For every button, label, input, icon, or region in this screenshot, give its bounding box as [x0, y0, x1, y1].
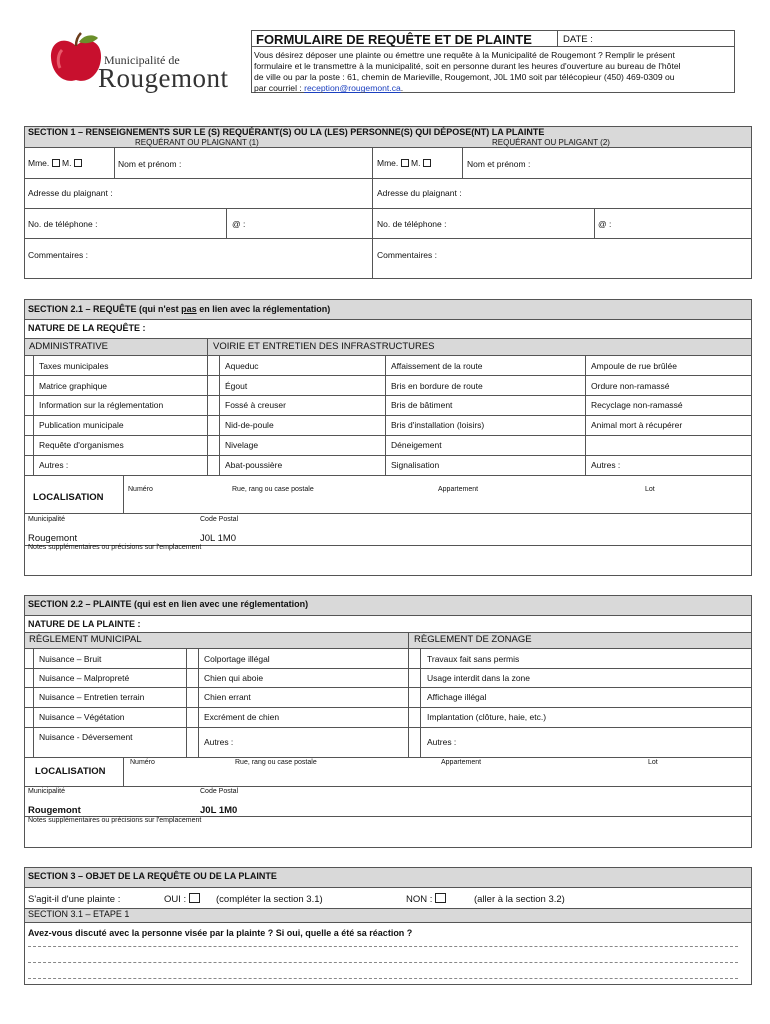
request-item[interactable]: Ampoule de rue brûlée [591, 361, 678, 371]
request-item[interactable]: Recyclage non-ramassé [591, 400, 683, 410]
logo-line1: Municipalité de [104, 53, 180, 67]
complaint-item[interactable]: Excrément de chien [204, 712, 280, 722]
location-municipality-label: Municipalité [28, 516, 65, 523]
yes-option: OUI : [164, 893, 200, 905]
applicant2-address-label: Adresse du plaignant : [377, 188, 462, 198]
complaint-item[interactable]: Nuisance – Malpropreté [39, 673, 130, 683]
no-note: (aller à la section 3.2) [474, 894, 565, 905]
complaint-item[interactable]: Autres : [427, 737, 457, 747]
location-municipality-value[interactable]: Rougemont [28, 805, 81, 816]
voirie-heading: VOIRIE ET ENTRETIEN DES INFRASTRUCTURES [213, 341, 435, 352]
location-numero-label: Numéro [130, 759, 155, 766]
applicant2-phone-label: No. de téléphone : [377, 219, 447, 229]
applicant1-mme: Mme. M. [28, 159, 82, 168]
complaint-nature-label: NATURE DE LA PLAINTE : [28, 619, 141, 629]
request-item[interactable]: Matrice graphique [39, 381, 108, 391]
location-title: LOCALISATION [35, 766, 106, 777]
applicant1-mme-checkbox[interactable] [52, 159, 60, 167]
answer-line[interactable] [28, 978, 738, 979]
request-item[interactable]: Abat-poussière [225, 460, 283, 470]
request-item[interactable]: Déneigement [391, 440, 442, 450]
complaint-item[interactable]: Travaux fait sans permis [427, 654, 520, 664]
applicant1-heading: REQUÉRANT OU PLAIGNANT (1) [135, 138, 259, 147]
request-item[interactable]: Signalisation [391, 460, 440, 470]
applicant2-heading: REQUÉRANT OU PLAIGANT (2) [492, 138, 610, 147]
request-item[interactable]: Publication municipale [39, 420, 124, 430]
location-notes-label: Notes supplémentaires ou précisions sur l'emplacement [28, 544, 202, 551]
request-item[interactable]: Bris de bâtiment [391, 400, 453, 410]
location-postal-label: Code Postal [200, 516, 239, 523]
location-municipality-value[interactable]: Rougemont [28, 533, 78, 544]
location-apartment-label: Appartement [441, 759, 482, 766]
applicant1-m-checkbox[interactable] [74, 159, 82, 167]
logo-line2: Rougemont [98, 63, 229, 93]
apple-logo-icon [48, 32, 104, 86]
email-link[interactable]: reception@rougemont.ca [304, 83, 401, 93]
complaint-item[interactable]: Chien qui aboie [204, 673, 264, 683]
location-lot-label: Lot [648, 759, 658, 766]
request-item[interactable]: Ordure non-ramassé [591, 381, 670, 391]
admin-heading: ADMINISTRATIVE [29, 341, 108, 352]
answer-line[interactable] [28, 962, 738, 963]
location-street-label: Rue, rang ou case postale [235, 759, 317, 766]
answer-line[interactable] [28, 946, 738, 947]
request-item[interactable]: Animal mort à récupérer [591, 420, 683, 430]
applicant2-m-checkbox[interactable] [423, 159, 431, 167]
zoning-regulation-heading: RÈGLEMENT DE ZONAGE [414, 634, 532, 645]
location-numero-label: Numéro [128, 486, 153, 493]
complaint-item[interactable]: Nuisance – Entretien terrain [39, 692, 145, 702]
request-item[interactable]: Affaissement de la route [391, 361, 483, 371]
applicant2-name-label: Nom et prénom : [467, 159, 531, 169]
applicant1-comments-label: Commentaires : [28, 250, 88, 260]
form-title: FORMULAIRE DE REQUÊTE ET DE PLAINTE [256, 32, 532, 47]
location-municipality-label: Municipalité [28, 788, 65, 795]
no-checkbox[interactable] [435, 893, 446, 903]
complaint-item[interactable]: Nuisance – Végétation [39, 712, 125, 722]
applicant2-mme-checkbox[interactable] [401, 159, 409, 167]
location-street-label: Rue, rang ou case postale [232, 486, 314, 493]
complaint-item[interactable]: Colportage illégal [204, 654, 270, 664]
request-item[interactable]: Information sur la réglementation [39, 400, 164, 410]
intro-text [254, 50, 734, 94]
complaint-item[interactable]: Affichage illégal [427, 692, 487, 702]
request-item[interactable]: Aqueduc [225, 361, 259, 371]
discussion-question: Avez-vous discuté avec la personne visée par la plainte ? Si oui, quelle a été sa réaction ? [28, 928, 413, 938]
complaint-item[interactable]: Nuisance - Déversement [39, 732, 133, 742]
applicant2-comments-label: Commentaires : [377, 250, 437, 260]
request-item[interactable]: Fossé à creuser [225, 400, 286, 410]
applicant2-email-label: @ : [598, 219, 612, 229]
location-notes-label: Notes supplémentaires ou précisions sur l'emplacement [28, 817, 202, 824]
municipal-regulation-heading: RÈGLEMENT MUNICIPAL [29, 634, 142, 645]
request-item[interactable]: Nivelage [225, 440, 259, 450]
yes-note: (compléter la section 3.1) [216, 894, 323, 905]
applicant1-address-label: Adresse du plaignant : [28, 188, 113, 198]
request-nature-label: NATURE DE LA REQUÊTE : [28, 323, 146, 333]
location-title: LOCALISATION [33, 492, 104, 503]
request-item[interactable]: Taxes municipales [39, 361, 109, 371]
location-postal-value[interactable]: J0L 1M0 [200, 805, 238, 816]
applicant2-mme: Mme. M. [377, 159, 431, 168]
request-item[interactable]: Bris en bordure de route [391, 381, 483, 391]
complaint-item[interactable]: Implantation (clôture, haie, etc.) [427, 712, 547, 722]
section22-title: SECTION 2.2 – PLAINTE (qui est en lien avec une réglementation) [28, 599, 309, 609]
location-postal-value[interactable]: J0L 1M0 [200, 533, 237, 544]
intro-line-4-end: . [400, 83, 404, 93]
request-item[interactable]: Requête d'organismes [39, 440, 124, 450]
request-item[interactable]: Autres : [591, 460, 621, 470]
applicant1-email-label: @ : [232, 219, 246, 229]
no-option: NON : [406, 893, 446, 905]
applicant1-name-label: Nom et prénom : [118, 159, 182, 169]
complaint-item[interactable]: Chien errant [204, 692, 251, 702]
date-label: DATE : [563, 34, 593, 45]
section3-title: SECTION 3 – OBJET DE LA REQUÊTE OU DE LA PLAINTE [28, 871, 277, 881]
complaint-item[interactable]: Nuisance – Bruit [39, 654, 102, 664]
request-item[interactable]: Bris d'installation (loisirs) [391, 420, 485, 430]
complaint-item[interactable]: Autres : [204, 737, 234, 747]
intro-line-1: Vous désirez déposer une plainte ou émettre une requête à la Municipalité de Rougemont ? Remplir le présent [254, 50, 675, 60]
section21-title: SECTION 2.1 – REQUÊTE (qui n'est pas en lien avec la réglementation) [28, 304, 331, 314]
applicant1-phone-label: No. de téléphone : [28, 219, 98, 229]
section1-title: SECTION 1 – RENSEIGNEMENTS SUR LE (S) REQUÉRANT(S) OU LA (LES) PERSONNE(S) QUI DÉPOSE(NT) LA PLAINTE [28, 127, 545, 137]
yes-checkbox[interactable] [189, 893, 200, 903]
location-postal-label: Code Postal [200, 788, 239, 795]
complaint-item[interactable]: Usage interdit dans la zone [427, 673, 531, 683]
request-item[interactable]: Autres : [39, 460, 69, 470]
location-apartment-label: Appartement [438, 486, 479, 493]
intro-line-2: formulaire et le transmettre à la municipalité, soit en personne durant les heures d'ouverture au bureau de l'hôtel [254, 61, 681, 71]
request-item[interactable]: Égout [225, 381, 248, 391]
location-lot-label: Lot [645, 486, 655, 493]
intro-line-3: de ville ou par la poste : 61, chemin de Marieville, Rougemont, J0L 1M0 soit par télécopieur (450) 469-0309 ou [254, 72, 675, 82]
request-item[interactable]: Nid-de-poule [225, 420, 274, 430]
municipal-logo [48, 32, 238, 93]
intro-line-4: par courriel : [254, 83, 305, 93]
complaint-question: S'agit-il d'une plainte : [28, 894, 121, 905]
section31-title: SECTION 3.1 – ETAPE 1 [28, 909, 130, 919]
